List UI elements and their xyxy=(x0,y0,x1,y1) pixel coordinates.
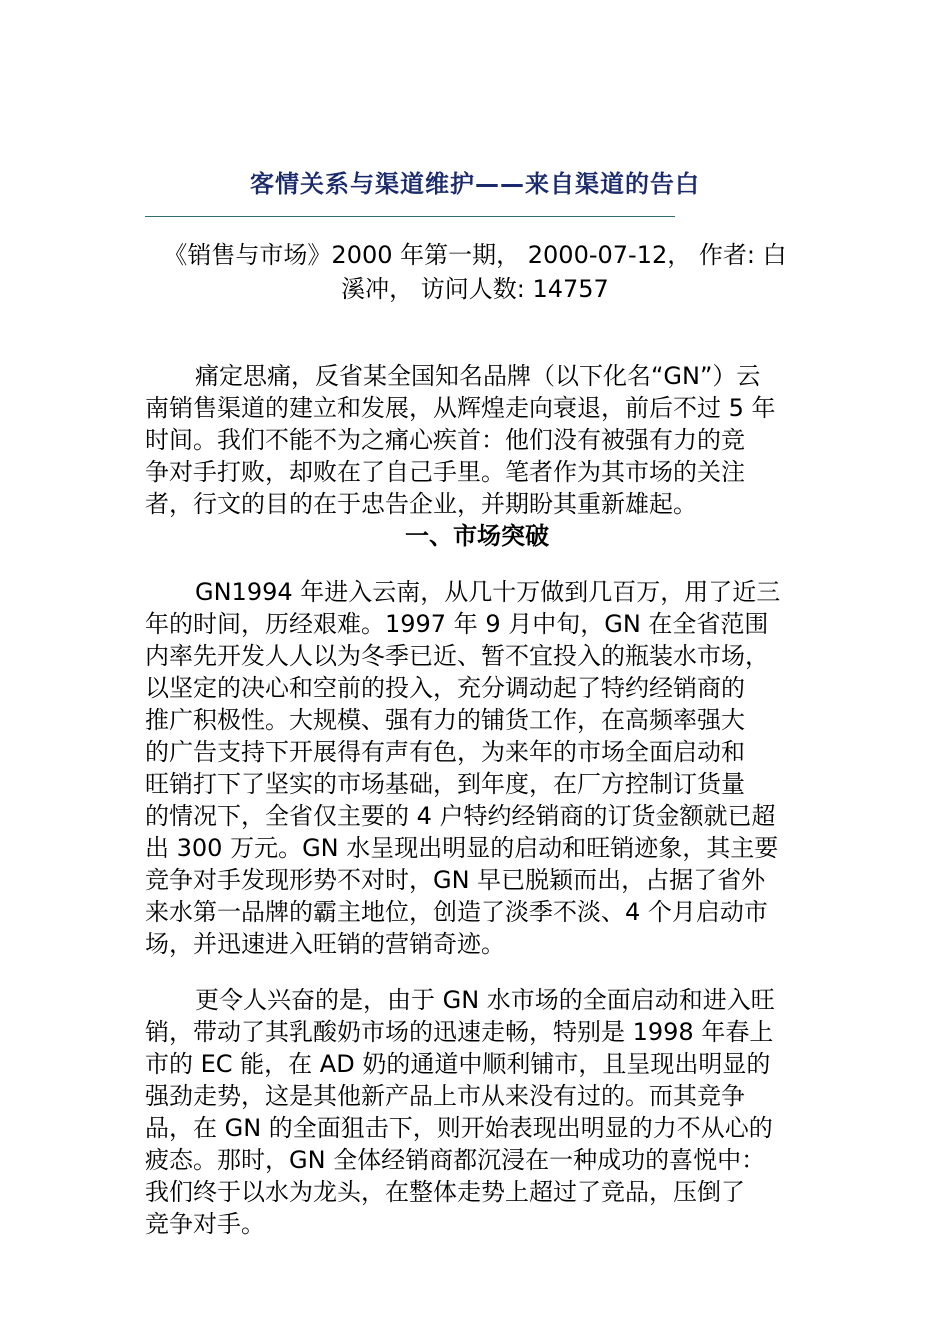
article-meta xyxy=(145,238,805,306)
paragraph-line: 南销售渠道的建立和发展，从辉煌走向衰退，前后不过 5 年 xyxy=(145,394,776,422)
paragraph-line: 市的 EC 能，在 AD 奶的通道中顺利铺市，且呈现出明显的 xyxy=(145,1050,771,1078)
paragraph-line: 疲态。那时，GN 全体经销商都沉浸在一种成功的喜悦中： xyxy=(145,1146,766,1174)
paragraph-line: 年的时间，历经艰难。1997 年 9 月中旬，GN 在全省范围 xyxy=(145,610,769,638)
paragraph-line: 竞争对手。 xyxy=(145,1210,265,1238)
paragraph-line: 旺销打下了坚实的市场基础，到年度，在厂方控制订货量 xyxy=(145,770,745,798)
meta-line-1: 《销售与市场》2000 年第一期， 2000-07-12， 作者: 白 xyxy=(163,241,787,269)
paragraph-line: 以坚定的决心和空前的投入，充分调动起了特约经销商的 xyxy=(145,674,745,702)
paragraph-intro xyxy=(145,360,809,520)
paragraph-excitement xyxy=(145,984,809,1240)
paragraph-line: 品，在 GN 的全面狙击下，则开始表现出明显的力不从心的 xyxy=(145,1114,773,1142)
title-divider xyxy=(145,216,675,217)
paragraph-line: GN1994 年进入云南，从几十万做到几百万，用了近三 xyxy=(195,578,781,606)
paragraph-line: 销，带动了其乳酸奶市场的迅速走畅，特别是 1998 年春上 xyxy=(145,1018,774,1046)
paragraph-line: 时间。我们不能不为之痛心疾首：他们没有被强有力的竞 xyxy=(145,426,745,454)
document-title: 客情关系与渠道维护——来自渠道的告白 xyxy=(250,170,700,198)
paragraph-line: 我们终于以水为龙头，在整体走势上超过了竞品，压倒了 xyxy=(145,1178,745,1206)
article-body xyxy=(145,360,809,1240)
paragraph-line: 内率先开发人人以为冬季已近、暂不宜投入的瓶装水市场， xyxy=(145,642,769,670)
section-heading: 一、市场突破 xyxy=(405,522,549,550)
paragraph-line: 强劲走势，这是其他新产品上市从来没有过的。而其竞争 xyxy=(145,1082,745,1110)
paragraph-line: 竞争对手发现形势不对时，GN 早已脱颖而出，占据了省外 xyxy=(145,866,766,894)
paragraph-line: 来水第一品牌的霸主地位，创造了淡季不淡、4 个月启动市 xyxy=(145,898,768,926)
paragraph-market-breakthrough xyxy=(145,576,809,960)
paragraph-line: 推广积极性。大规模、强有力的铺货工作，在高频率强大 xyxy=(145,706,745,734)
paragraph-line: 的情况下，全省仅主要的 4 户特约经销商的订货金额就已超 xyxy=(145,802,776,830)
meta-line-2: 溪冲， 访问人数: 14757 xyxy=(341,275,609,303)
spacer xyxy=(145,552,809,576)
paragraph-line: 争对手打败，却败在了自己手里。笔者作为其市场的关注 xyxy=(145,458,745,486)
paragraph-line: 场，并迅速进入旺销的营销奇迹。 xyxy=(145,930,505,958)
paragraph-line: 者，行文的目的在于忠告企业，并期盼其重新雄起。 xyxy=(145,490,697,518)
paragraph-line: 更令人兴奋的是，由于 GN 水市场的全面启动和进入旺 xyxy=(195,986,775,1014)
paragraph-line: 痛定思痛，反省某全国知名品牌（以下化名“GN”）云 xyxy=(195,362,761,390)
paragraph-line: 的广告支持下开展得有声有色，为来年的市场全面启动和 xyxy=(145,738,745,766)
spacer xyxy=(145,960,809,984)
paragraph-line: 出 300 万元。GN 水呈现出明显的启动和旺销迹象，其主要 xyxy=(145,834,779,862)
